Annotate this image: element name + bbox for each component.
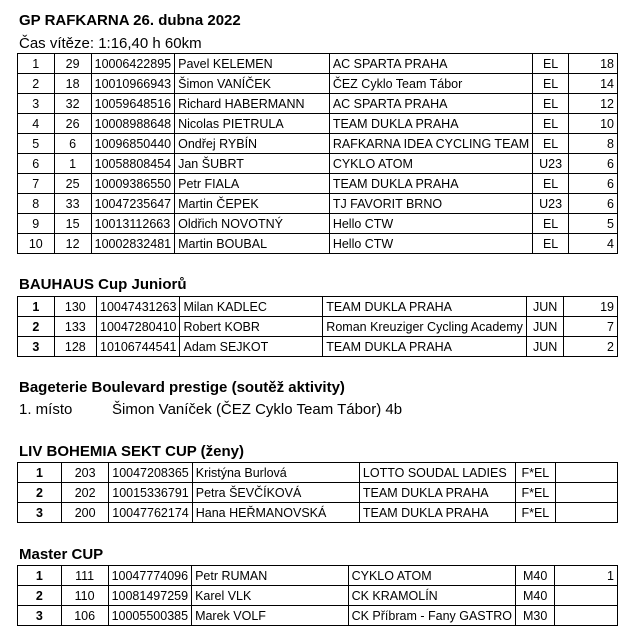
table-row [18,114,618,134]
race-title: GP RAFKARNA 26. dubna 2022 [19,12,241,29]
points-cell: 12 [569,94,618,114]
rider-name-cell: Adam SEJKOT [180,337,323,357]
category-cell: M30 [516,606,555,626]
points-cell: 18 [569,54,618,74]
uci-id-cell: 10047280410 [97,317,180,337]
position-cell: 3 [18,606,62,626]
rider-name-cell: Petr RUMAN [192,566,349,586]
category-cell: F*EL [515,483,555,503]
uci-id-cell: 10058808454 [91,154,174,174]
bib-cell: 12 [54,234,91,254]
points-cell: 6 [569,174,618,194]
uci-id-cell: 10106744541 [97,337,180,357]
points-cell: 10 [569,114,618,134]
position-cell: 3 [18,503,62,523]
table-row [18,154,618,174]
bib-cell: 15 [54,214,91,234]
team-cell: Roman Kreuziger Cycling Academy [323,317,527,337]
category-cell: EL [533,114,569,134]
uci-id-cell: 10096850440 [91,134,174,154]
activity-title: Bageterie Boulevard prestige (soutěž aktivity) [19,379,345,396]
bib-cell: 26 [54,114,91,134]
rider-name-cell: Richard HABERMANN [175,94,330,114]
points-cell: 7 [564,317,618,337]
team-cell: TEAM DUKLA PRAHA [359,503,515,523]
team-cell: CYKLO ATOM [348,566,515,586]
position-cell: 1 [18,54,55,74]
position-cell: 2 [18,483,62,503]
rider-name-cell: Martin ČEPEK [175,194,330,214]
team-cell: TJ FAVORIT BRNO [329,194,532,214]
category-cell: EL [533,74,569,94]
uci-id-cell: 10009386550 [91,174,174,194]
juniors-table [17,296,618,357]
team-cell: AC SPARTA PRAHA [329,54,532,74]
table-row [18,586,618,606]
master-table [17,565,618,626]
points-cell: 8 [569,134,618,154]
points-cell: 5 [569,214,618,234]
team-cell: AC SPARTA PRAHA [329,94,532,114]
uci-id-cell: 10047208365 [109,463,192,483]
points-cell: 19 [564,297,618,317]
table-row [18,337,618,357]
rider-name-cell: Pavel KELEMEN [175,54,330,74]
uci-id-cell: 10006422895 [91,54,174,74]
rider-name-cell: Milan KADLEC [180,297,323,317]
team-cell: Hello CTW [329,214,532,234]
team-cell: LOTTO SOUDAL LADIES [359,463,515,483]
position-cell: 3 [18,94,55,114]
rider-name-cell: Jan ŠUBRT [175,154,330,174]
team-cell: RAFKARNA IDEA CYCLING TEAM [329,134,532,154]
bib-cell: 202 [62,483,109,503]
rider-name-cell: Robert KOBR [180,317,323,337]
position-cell: 4 [18,114,55,134]
position-cell: 2 [18,74,55,94]
master-title: Master CUP [19,546,104,563]
position-cell: 1 [18,566,62,586]
position-cell: 9 [18,214,55,234]
team-cell: TEAM DUKLA PRAHA [329,174,532,194]
activity-place: 1. místo [19,401,73,418]
team-cell: Hello CTW [329,234,532,254]
bib-cell: 111 [61,566,108,586]
bib-cell: 110 [61,586,108,606]
activity-result [19,401,403,419]
category-cell: JUN [526,297,563,317]
position-cell: 10 [18,234,55,254]
table-row [18,54,618,74]
table-row [18,234,618,254]
rider-name-cell: Karel VLK [192,586,349,606]
points-cell [555,463,617,483]
uci-id-cell: 10005500385 [108,606,191,626]
uci-id-cell: 10010966943 [91,74,174,94]
rider-name-cell: Šimon VANÍČEK [175,74,330,94]
position-cell: 3 [18,337,55,357]
position-cell: 1 [18,463,62,483]
team-cell: CK Příbram - Fany GASTRO [348,606,515,626]
table-row [18,134,618,154]
table-row [18,174,618,194]
team-cell: CYKLO ATOM [329,154,532,174]
bib-cell: 33 [54,194,91,214]
category-cell: U23 [533,154,569,174]
bib-cell: 128 [54,337,96,357]
table-row [18,94,618,114]
points-cell [555,586,618,606]
uci-id-cell: 10047431263 [97,297,180,317]
bib-cell: 18 [54,74,91,94]
category-cell: EL [533,54,569,74]
bib-cell: 29 [54,54,91,74]
table-row [18,566,618,586]
women-title: LIV BOHEMIA SEKT CUP (ženy) [19,443,245,460]
juniors-title: BAUHAUS Cup Juniorů [19,276,187,293]
winner-time: Čas vítěze: 1:16,40 h 60km [19,35,202,52]
category-cell: M40 [516,566,555,586]
table-row [18,194,618,214]
points-cell: 2 [564,337,618,357]
points-cell [555,503,617,523]
table-row [18,74,618,94]
table-row [18,606,618,626]
position-cell: 5 [18,134,55,154]
uci-id-cell: 10002832481 [91,234,174,254]
table-row [18,503,618,523]
team-cell: TEAM DUKLA PRAHA [359,483,515,503]
women-table [17,462,618,523]
rider-name-cell: Hana HEŘMANOVSKÁ [192,503,359,523]
table-row [18,483,618,503]
position-cell: 7 [18,174,55,194]
category-cell: EL [533,234,569,254]
team-cell: CK KRAMOLÍN [348,586,515,606]
table-row [18,463,618,483]
category-cell: U23 [533,194,569,214]
bib-cell: 203 [62,463,109,483]
category-cell: JUN [526,317,563,337]
uci-id-cell: 10047762174 [109,503,192,523]
bib-cell: 32 [54,94,91,114]
points-cell: 1 [555,566,618,586]
category-cell: M40 [516,586,555,606]
rider-name-cell: Martin BOUBAL [175,234,330,254]
rider-name-cell: Petra ŠEVČÍKOVÁ [192,483,359,503]
rider-name-cell: Kristýna Burlová [192,463,359,483]
category-cell: JUN [526,337,563,357]
category-cell: EL [533,214,569,234]
uci-id-cell: 10081497259 [108,586,191,606]
uci-id-cell: 10047774096 [108,566,191,586]
table-row [18,297,618,317]
category-cell: EL [533,134,569,154]
category-cell: EL [533,174,569,194]
uci-id-cell: 10047235647 [91,194,174,214]
uci-id-cell: 10059648516 [91,94,174,114]
bib-cell: 1 [54,154,91,174]
points-cell: 6 [569,154,618,174]
points-cell: 14 [569,74,618,94]
team-cell: TEAM DUKLA PRAHA [329,114,532,134]
bib-cell: 130 [54,297,96,317]
team-cell: TEAM DUKLA PRAHA [323,297,527,317]
position-cell: 1 [18,297,55,317]
team-cell: TEAM DUKLA PRAHA [323,337,527,357]
rider-name-cell: Marek VOLF [192,606,349,626]
team-cell: ČEZ Cyklo Team Tábor [329,74,532,94]
uci-id-cell: 10008988648 [91,114,174,134]
category-cell: F*EL [515,463,555,483]
table-row [18,317,618,337]
activity-winner: Šimon Vaníček (ČEZ Cyklo Team Tábor) 4b [112,401,403,418]
uci-id-cell: 10015336791 [109,483,192,503]
position-cell: 2 [18,317,55,337]
position-cell: 2 [18,586,62,606]
points-cell: 6 [569,194,618,214]
rider-name-cell: Nicolas PIETRULA [175,114,330,134]
bib-cell: 133 [54,317,96,337]
position-cell: 6 [18,154,55,174]
rider-name-cell: Ondřej RYBÍN [175,134,330,154]
table-row [18,214,618,234]
points-cell [555,483,617,503]
points-cell: 4 [569,234,618,254]
rider-name-cell: Petr FIALA [175,174,330,194]
bib-cell: 6 [54,134,91,154]
position-cell: 8 [18,194,55,214]
bib-cell: 25 [54,174,91,194]
category-cell: EL [533,94,569,114]
points-cell [555,606,618,626]
category-cell: F*EL [515,503,555,523]
results-table [17,53,618,254]
bib-cell: 200 [62,503,109,523]
uci-id-cell: 10013112663 [91,214,174,234]
rider-name-cell: Oldřich NOVOTNÝ [175,214,330,234]
bib-cell: 106 [61,606,108,626]
